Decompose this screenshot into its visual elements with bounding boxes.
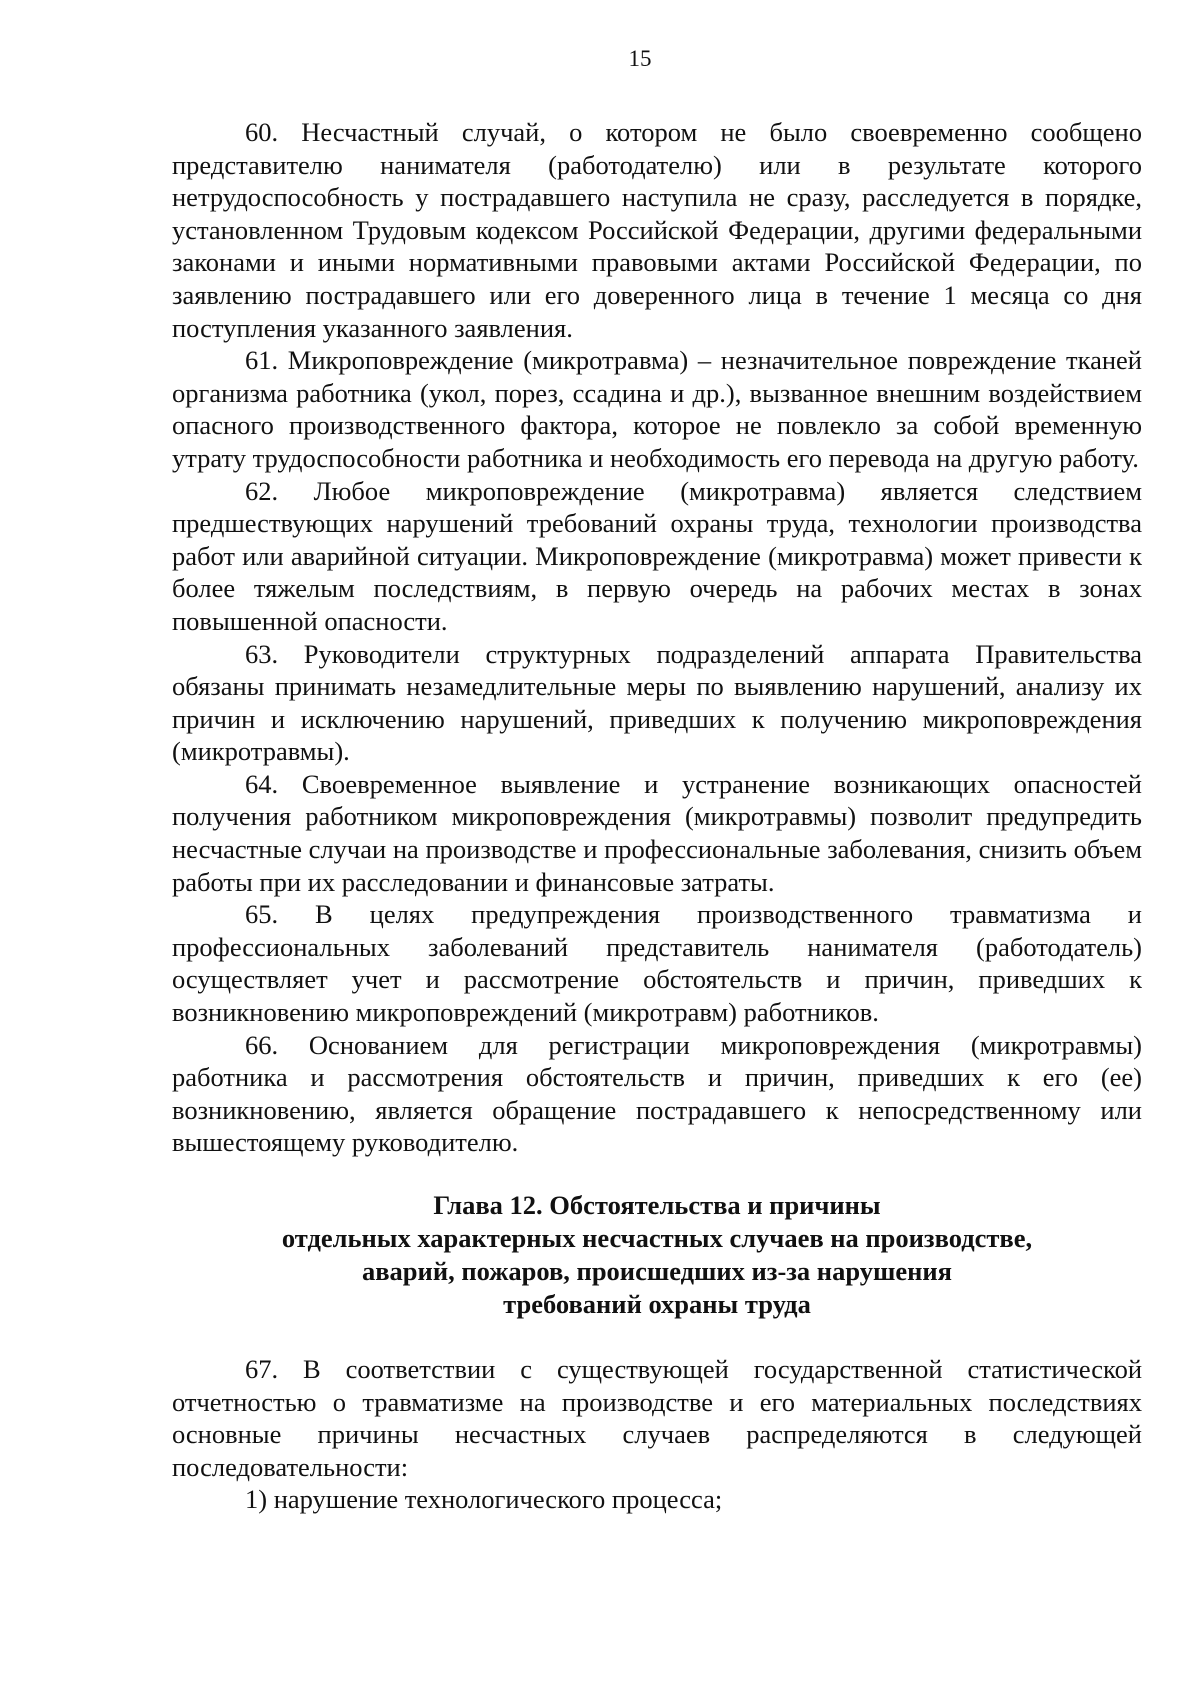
paragraph-63: 63. Руководители структурных подразделений аппарата Правительства обязаны принимать незамедлительные меры по выявлению нарушений, анализу их причин и исключению нарушений, приведших к получению микроповреждения (микротравмы). [172, 638, 1142, 767]
chapter-heading-line: требований охраны труда [503, 1289, 811, 1319]
paragraph-66: 66. Основанием для регистрации микроповреждения (микротравмы) работника и рассмотрения обстоятельств и причин, приведших к его (ее) возникновению, является обращение пострадавшего к непосредственному или вышестоящему руководителю. [172, 1029, 1142, 1158]
chapter-heading [172, 1189, 1142, 1321]
paragraph-60: 60. Несчастный случай, о котором не было своевременно сообщено представителю нанимателя (работодателю) или в результате которого нетрудоспособность у пострадавшего наступила не сразу, расследуется в порядке, установленном Трудовым кодексом Российской Федерации, другими федеральными законами и иными нормативными правовыми актами Российской Федерации, по заявлению пострадавшего или его доверенного лица в течение 1 месяца со дня поступления указанного заявления. [172, 117, 1142, 343]
paragraph-65: 65. В целях предупреждения производственного травматизма и профессиональных заболеваний представитель нанимателя (работодатель) осуществляет учет и рассмотрение обстоятельств и причин, приведших к возникновению микроповреждений (микротравм) работников. [172, 899, 1142, 1028]
list-item: 1) нарушение технологического процесса; [245, 1484, 723, 1515]
paragraph-61: 61. Микроповреждение (микротравма) – незначительное повреждение тканей организма работника (укол, порез, ссадина и др.), вызванное внешним воздействием опасного производственного фактора, которое не повлекло за собой временную утрату трудоспособности работника и необходимость его перевода на другую работу. [172, 345, 1142, 473]
chapter-heading-line: Глава 12. Обстоятельства и причины [433, 1190, 881, 1220]
paragraph-64: 64. Своевременное выявление и устранение возникающих опасностей получения работником микроповреждения (микротравмы) позволит предупредить несчастные случаи на производстве и профессиональные заболевания, снизить объем работы при их расследовании и финансовые затраты. [172, 768, 1142, 897]
chapter-heading-line: отдельных характерных несчастных случаев на производстве, [281, 1223, 1033, 1253]
chapter-heading-line: аварий, пожаров, происшедших из-за нарушения [362, 1256, 952, 1286]
paragraph-67: 67. В соответствии с существующей государственной статистической отчетностью о травматизме на производстве и его материальных последствиях основные причины несчастных случаев распределяются в следующей последовательности: [172, 1354, 1142, 1482]
page-number: 15 [628, 46, 652, 71]
document-body [172, 116, 1142, 1516]
paragraph-62: 62. Любое микроповреждение (микротравма) является следствием предшествующих нарушений требований охраны труда, технологии производства работ или аварийной ситуации. Микроповреждение (микротравма) может привести к более тяжелым последствиям, в первую очередь на рабочих местах в зонах повышенной опасности. [172, 475, 1142, 636]
